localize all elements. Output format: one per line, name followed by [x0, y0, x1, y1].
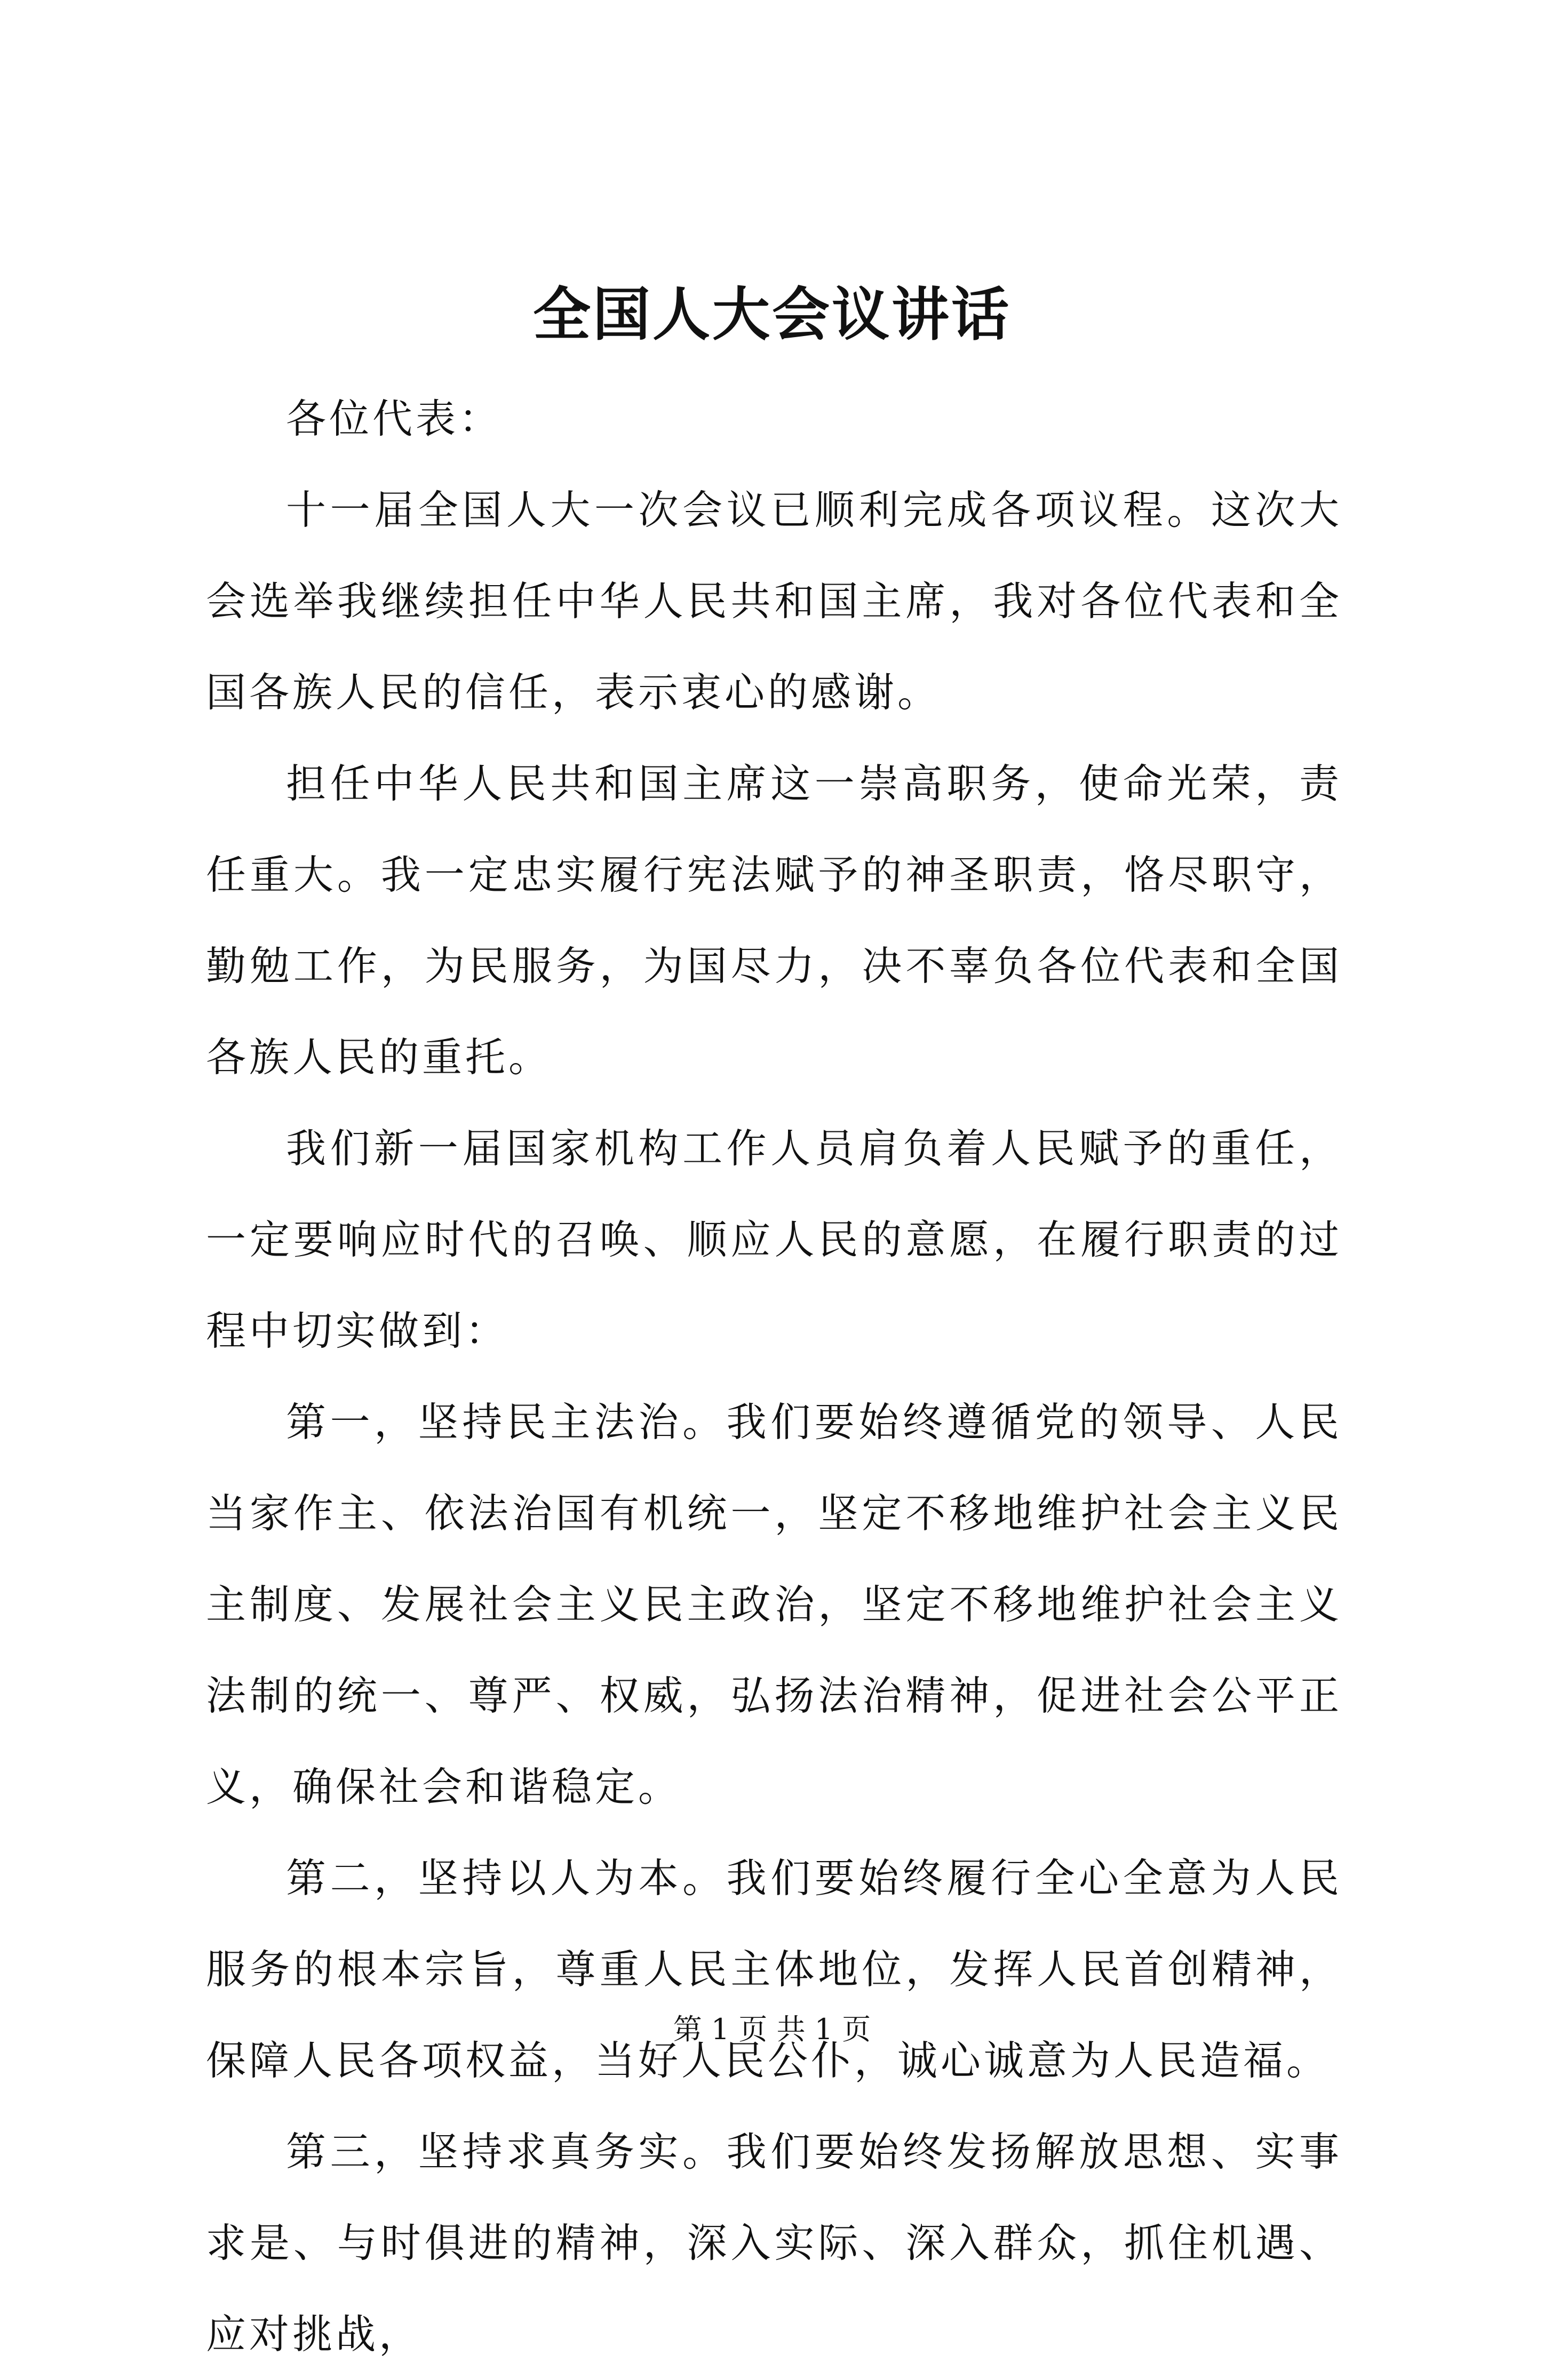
body-paragraph: 第二，坚持以人为本。我们要始终履行全心全意为人民服务的根本宗旨，尊重人民主体地位，发挥人民首创精神，保障人民各项权益，当好人民公仆，诚心诚意为人民造福。	[206, 1855, 1342, 2084]
document-title: 全国人大会议讲话	[532, 281, 1011, 348]
salutation-paragraph: 各位代表：	[286, 395, 503, 442]
document-body	[206, 373, 1342, 2380]
page-number-footer: 第 1 页 共 1 页	[673, 2012, 871, 2046]
body-paragraph: 第三，坚持求真务实。我们要始终发扬解放思想、实事求是、与时俱进的精神，深入实际、深入群众，抓住机遇、应对挑战，	[206, 2128, 1342, 2358]
body-paragraph: 第一，坚持民主法治。我们要始终遵循党的领导、人民当家作主、依法治国有机统一，坚定不移地维护社会主义民主制度、发展社会主义民主政治，坚定不移地维护社会主义法制的统一、尊严、权威，弘扬法治精神，促进社会公平正义，确保社会和谐稳定。	[206, 1399, 1342, 1810]
body-paragraph: 十一届全国人大一次会议已顺利完成各项议程。这次大会选举我继续担任中华人民共和国主席，我对各位代表和全国各族人民的信任，表示衷心的感谢。	[206, 486, 1342, 716]
body-paragraph: 我们新一届国家机构工作人员肩负着人民赋予的重任，一定要响应时代的召唤、顺应人民的意愿，在履行职责的过程中切实做到：	[206, 1125, 1342, 1354]
body-paragraph: 担任中华人民共和国主席这一崇高职务，使命光荣，责任重大。我一定忠实履行宪法赋予的神圣职责，恪尽职守，勤勉工作，为民服务，为国尽力，决不辜负各位代表和全国各族人民的重托。	[206, 760, 1342, 1081]
